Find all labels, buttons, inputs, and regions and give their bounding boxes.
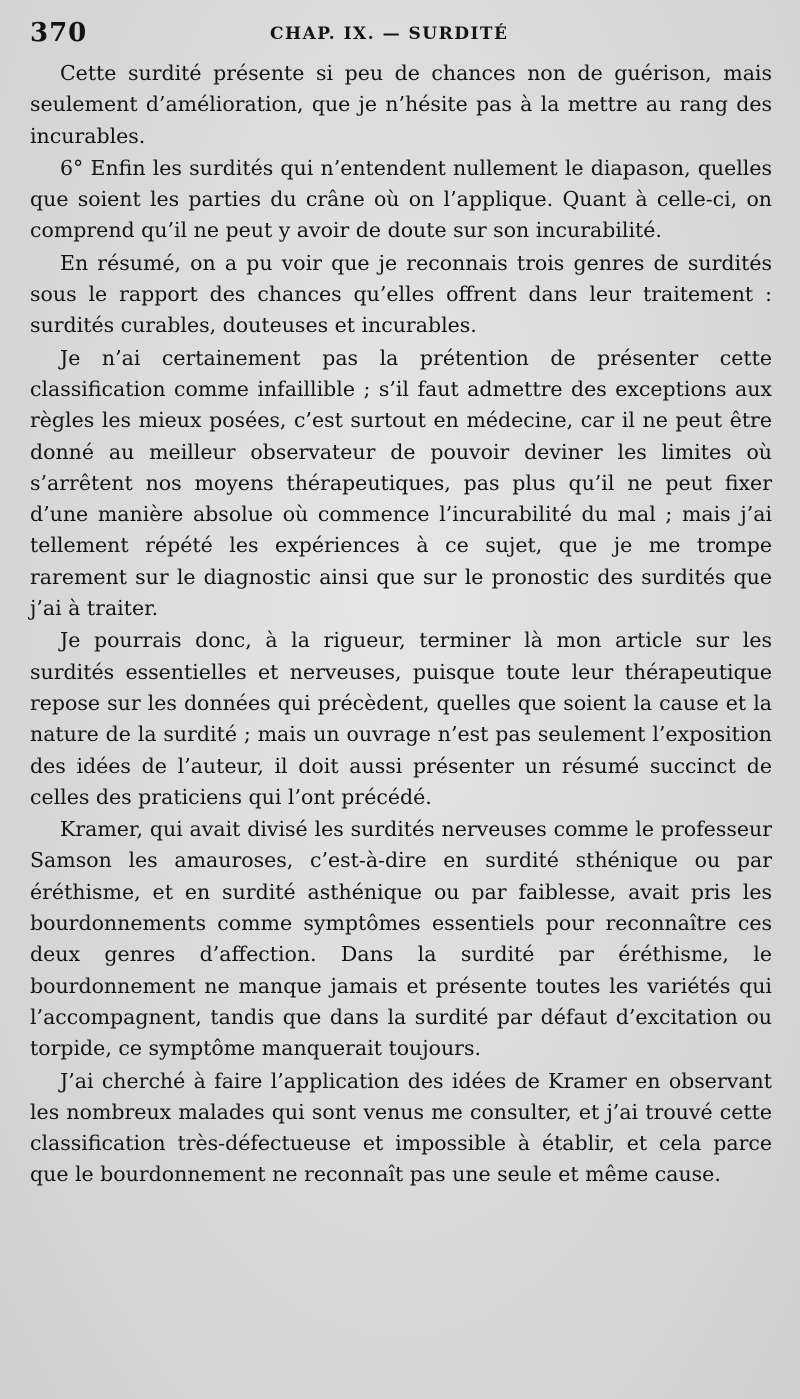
paragraph: En résumé, on a pu voir que je reconnais trois genres de surdités sous le rapport des chances qu’elles offrent dans leur traitement : surdités curables, douteuses et incurables. <box>30 250 772 338</box>
body-text <box>30 58 772 1191</box>
paragraph: Je pourrais donc, à la rigueur, terminer là mon article sur les surdités essentielles et nerveuses, puisque toute leur thérapeutique repose sur les données qui précèdent, quelles que soient la cause et la nature de la surdité ; mais un ouvrage n’est pas seulement l’exposition des idées de l’auteur, il doit aussi présenter un résumé succinct de celles des praticiens qui l’ont précédé. <box>30 628 772 809</box>
page-header <box>30 14 772 56</box>
paragraph: J’ai cherché à faire l’application des idées de Kramer en observant les nombreux malades qui sont venus me consulter, et j’ai trouvé cette classification très-défectueuse et impossible à établir, et cela parce que le bourdonnement ne reconnaît pas une seule et même cause. <box>30 1068 772 1187</box>
paragraph: Kramer, qui avait divisé les surdités nerveuses comme le professeur Samson les amauroses, c’est-à-dire en surdité sthénique ou par éréthisme, et en surdité asthénique ou par faiblesse, avait pris les bourdonnements comme symptômes essentiels pour reconnaître ces deux genres d’affection. Dans la surdité par éréthisme, le bourdonnement ne manque jamais et présente toutes les variétés qui l’accompagnent, tandis que dans la surdité par défaut d’excitation ou torpide, ce symptôme manquerait toujours. <box>30 817 772 1061</box>
running-head: CHAP. IX. — SURDITÉ <box>270 24 509 44</box>
page-number: 370 <box>30 18 88 48</box>
paragraph: 6° Enfin les surdités qui n’entendent nullement le diapason, quelles que soient les parties du crâne où on l’applique. Quant à celle-ci, on comprend qu’il ne peut y avoir de doute sur son incurabilité. <box>30 155 772 243</box>
paragraph: Cette surdité présente si peu de chances non de guérison, mais seulement d’amélioration, que je n’hésite pas à la mettre au rang des incurables. <box>30 61 772 148</box>
paragraph: Je n’ai certainement pas la prétention de présenter cette classification comme infaillible ; s’il faut admettre des exceptions aux règles les mieux posées, c’est surtout en médecine, car il ne peut être donné au meilleur observateur de pouvoir deviner les limites où s’arrêtent nos moyens thérapeutiques, pas plus qu’il ne peut fixer d’une manière absolue où commence l’incurabilité du mal ; mais j’ai tellement répété les expériences à ce sujet, que je me trompe rarement sur le diagnostic ainsi que sur le pronostic des surdités que j’ai à traiter. <box>30 345 772 621</box>
